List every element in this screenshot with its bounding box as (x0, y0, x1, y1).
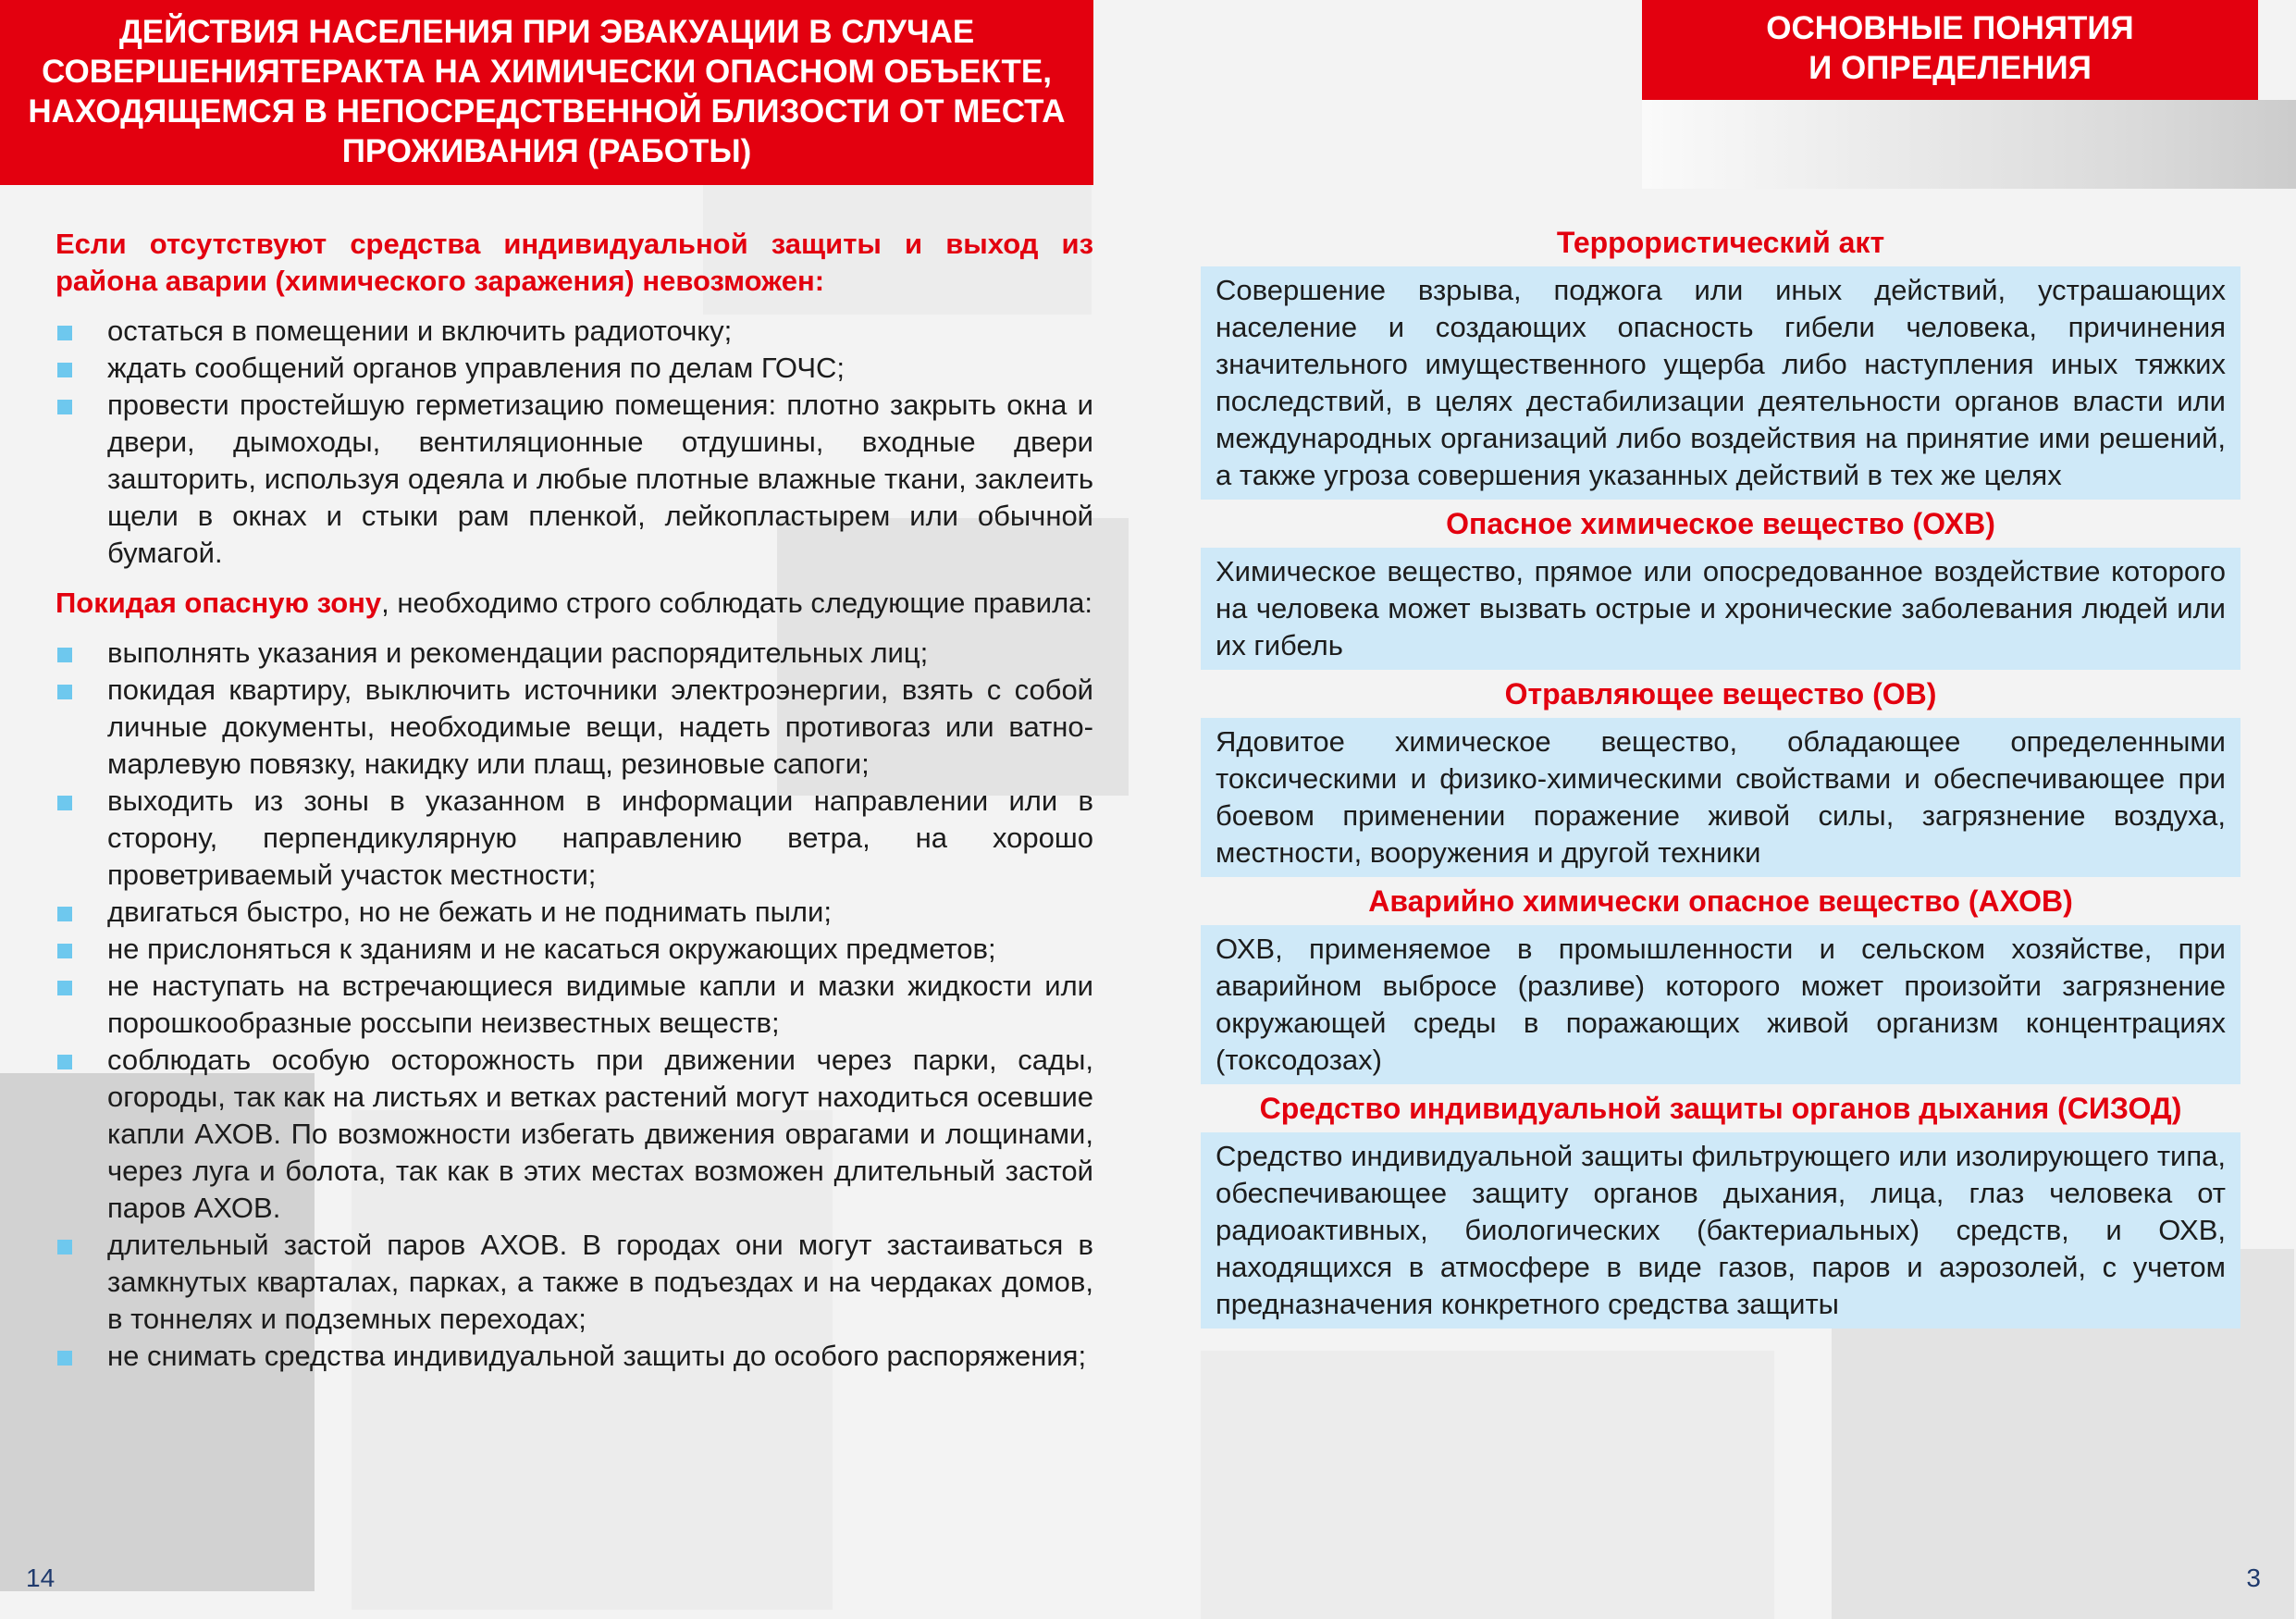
list-item: провести простейшую герметизацию помещения: плотно закрыть окна и двери, дымоходы, вентиляционные отдушины, входные двери зашторить, используя одеяла и любые плотные влажные ткани, заклеить щели в окнах и стыки рам пленкой, лейкопластырем или обычной бумагой. (56, 387, 1093, 572)
list-item: остаться в помещении и включить радиоточку; (56, 313, 1093, 350)
list-item: длительный застой паров АХОВ. В городах они могут застаиваться в замкнутых кварталах, парках, а также в подъездах и на чердаках домов, в тоннелях и подземных переходах; (56, 1227, 1093, 1338)
list-item: покидая квартиру, выключить источники электроэнергии, взять с собой личные документы, необходимые вещи, надеть противогаз или ватно-марлевую повязку, накидку или плащ, резиновые сапоги; (56, 672, 1093, 783)
term-heading: Отравляющее вещество (ОВ) (1504, 677, 1937, 711)
list-item: ждать сообщений органов управления по делам ГОЧС; (56, 350, 1093, 387)
term-definition: Ядовитое химическое вещество, обладающее определенными токсическими и физико-химическими свойствами и обеспечивающее при боевом применении поражение живой силы, загрязнение воздуха, местности, вооружения и другой техники (1201, 718, 2240, 877)
left-page-title: ДЕЙСТВИЯ НАСЕЛЕНИЯ ПРИ ЭВАКУАЦИИ В СЛУЧАЕ СОВЕРШЕНИЯТЕРАКТА НА ХИМИЧЕСКИ ОПАСНОМ ОБЪЕКТЕ, НАХОДЯЩЕМСЯ В НЕПОСРЕДСТВЕННОЙ БЛИЗОСТИ ОТ МЕСТА ПРОЖИВАНИЯ (РАБОТЫ) (0, 0, 1093, 185)
square-bullet-icon (57, 1351, 72, 1366)
header-gradient-band (1642, 100, 2296, 189)
term-heading: Аварийно химически опасное вещество (АХОВ) (1368, 884, 2073, 918)
square-bullet-icon (57, 907, 72, 921)
lead-paragraph: Если отсутствуют средства индивидуальной защиты и выход из района аварии (химического заражения) невозможен: (56, 228, 1093, 297)
list-evacuation-rules (56, 635, 1093, 1375)
list-item: соблюдать особую осторожность при движении через парки, сады, огороды, так как на листьях и ветках растений могут находиться осевшие капли АХОВ. По возможности избегать движения оврагами и лощинами, через луга и болота, так как в этих местах возможен длительный застой паров АХОВ. (56, 1042, 1093, 1227)
right-title-line-2: И ОПРЕДЕЛЕНИЯ (1808, 50, 2092, 86)
list-shelter-steps (56, 313, 1093, 572)
evacuation-rules-intro: Покидая опасную зону, необходимо строго соблюдать следующие правила: (56, 587, 1093, 619)
term-definition: ОХВ, применяемое в промышленности и сельском хозяйстве, при аварийном выбросе (разливе) которого может произойти загрязнение окружающей среды в поражающих живой организм концентрациях (токсодозах) (1201, 925, 2240, 1084)
list-item: не снимать средства индивидуальной защиты до особого распоряжения; (56, 1338, 1093, 1375)
square-bullet-icon (57, 796, 72, 810)
term-definition: Химическое вещество, прямое или опосредованное воздействие которого на человека может вызвать острые и хронические заболевания людей или их гибель (1201, 548, 2240, 670)
square-bullet-icon (57, 685, 72, 699)
term-definition: Средство индивидуальной защиты фильтрующего или изолирующего типа, обеспечивающее защиту органов дыхания, лица, глаз человека от радиоактивных, биологических (бактериальных) средств, и ОХВ, находящихся в атмосфере в виде газов, паров и аэрозолей, с учетом предназначения конкретного средства защиты (1201, 1132, 2240, 1329)
square-bullet-icon (57, 326, 72, 340)
term-definition: Совершение взрыва, поджога или иных действий, устрашающих население и создающих опасность гибели человека, причинения значительного имущественного ущерба либо наступления иных тяжких последствий, в целях дестабилизации деятельности органов власти или международных организаций либо воздействия на принятие ими решений, а также угроза совершения указанных действий в тех же целях (1201, 266, 2240, 500)
list-item: выполнять указания и рекомендации распорядительных лиц; (56, 635, 1093, 672)
square-bullet-icon (57, 1055, 72, 1069)
left-content (56, 226, 1093, 1375)
square-bullet-icon (57, 363, 72, 377)
term-heading: Средство индивидуальной защиты органов дыхания (СИЗОД) (1259, 1092, 2182, 1125)
square-bullet-icon (57, 944, 72, 958)
list-item: не наступать на встречающиеся видимые капли и мазки жидкости или порошкообразные россыпи неизвестных веществ; (56, 968, 1093, 1042)
definitions-column (1201, 224, 2240, 1334)
list-item: не прислоняться к зданиям и не касаться окружающих предметов; (56, 931, 1093, 968)
square-bullet-icon (57, 648, 72, 662)
square-bullet-icon (57, 1240, 72, 1254)
page-number-right: 3 (2246, 1563, 2261, 1592)
square-bullet-icon (57, 981, 72, 995)
right-title-line-1: ОСНОВНЫЕ ПОНЯТИЯ (1766, 10, 2134, 46)
page-number-left: 14 (26, 1563, 56, 1592)
list-item: двигаться быстро, но не бежать и не поднимать пыли; (56, 894, 1093, 931)
square-bullet-icon (57, 400, 72, 414)
right-page-title (1642, 0, 2258, 100)
term-heading: Террористический акт (1556, 226, 1885, 259)
list-item: выходить из зоны в указанном в информации направлении или в сторону, перпендикулярную направлению ветра, на хорошо проветриваемый участок местности; (56, 783, 1093, 894)
term-heading: Опасное химическое вещество (ОХВ) (1446, 507, 1995, 540)
